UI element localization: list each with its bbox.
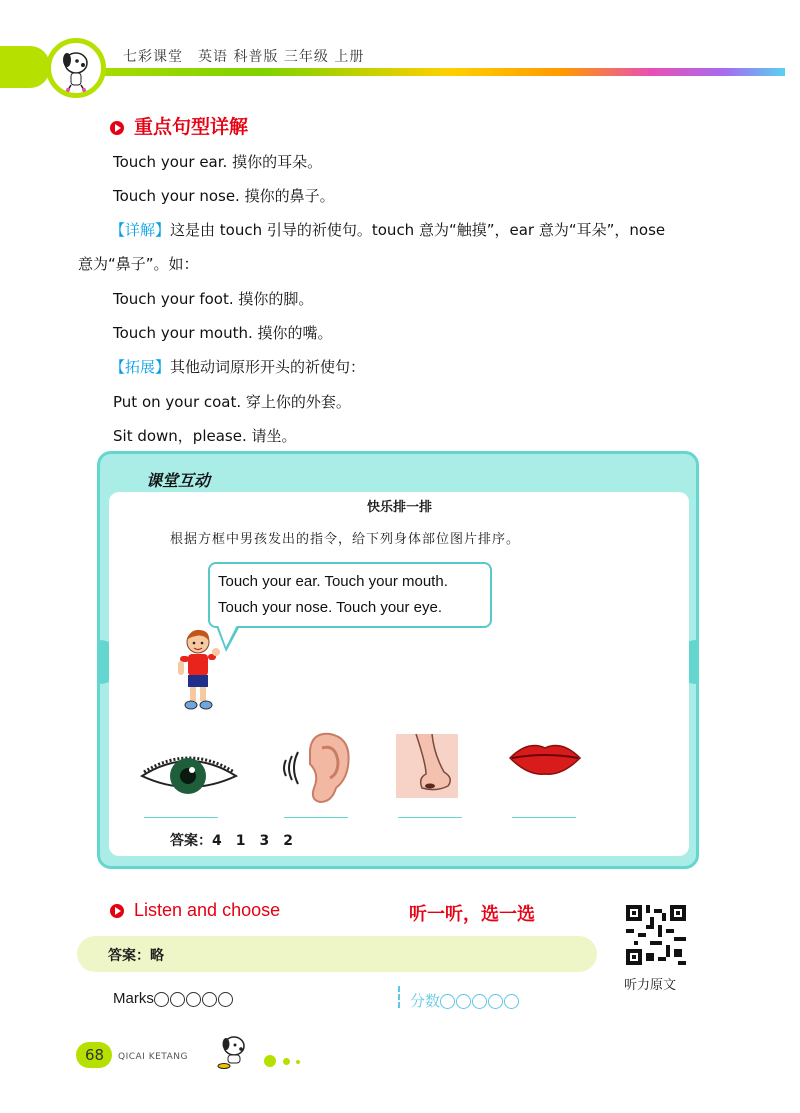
extend-paragraph <box>110 356 365 377</box>
answer-blank <box>398 817 462 818</box>
sentence-line: Touch your nose. 摸你的鼻子。 <box>113 187 335 205</box>
dot-decoration <box>296 1060 300 1064</box>
extend-example: Sit down，please. 请坐。 <box>113 427 297 445</box>
score-circle <box>472 994 487 1009</box>
heading-text: 重点句型详解 <box>134 116 249 138</box>
sentence-line: Touch your ear. 摸你的耳朵。 <box>113 153 323 171</box>
detail-text: 这是由 touch 引导的祈使句。touch 意为“触摸”，ear 意为“耳朵”，nose <box>170 221 666 239</box>
dog-mascot-logo <box>46 38 106 98</box>
heading-chinese: 听一听，选一选 <box>409 904 535 925</box>
marks-row <box>113 990 234 1007</box>
example-line: Touch your foot. 摸你的脚。 <box>113 290 314 308</box>
marks-label: Marks <box>113 990 154 1007</box>
score-circle <box>440 994 455 1009</box>
dot-decoration <box>264 1055 276 1067</box>
listen-answer: 答案：略 <box>108 948 164 964</box>
mark-circle <box>154 992 169 1007</box>
section-heading-key-sentences <box>110 112 248 139</box>
activity-answer: 答案：4 1 3 2 <box>170 833 293 849</box>
bubble-line: Touch your nose. Touch your eye. <box>218 599 443 616</box>
mouth-image <box>508 738 582 778</box>
ear-image <box>280 730 356 806</box>
divider <box>398 986 402 1008</box>
detail-paragraph <box>110 219 665 240</box>
heading-text: Listen and choose <box>134 900 281 920</box>
mark-circle <box>218 992 233 1007</box>
answer-blank <box>144 817 218 818</box>
activity-title: 课堂互动 <box>146 471 211 490</box>
eye-image <box>140 752 238 798</box>
score-circle <box>456 994 471 1009</box>
boy-illustration <box>176 628 222 712</box>
play-bullet-icon <box>110 121 124 135</box>
answer-blank <box>284 817 348 818</box>
mark-circle <box>202 992 217 1007</box>
speech-bubble <box>208 562 492 628</box>
activity-instruction: 根据方框中男孩发出的指令，给下列身体部位图片排序。 <box>170 532 521 547</box>
dot-decoration <box>283 1058 290 1065</box>
detail-text-cont: 意为“鼻子”。如： <box>78 255 199 273</box>
mark-circle <box>186 992 201 1007</box>
book-title: 七彩课堂 英语 科普版 三年级 上册 <box>123 49 365 65</box>
section-heading-listen <box>110 900 280 921</box>
qr-code[interactable] <box>626 905 686 965</box>
extend-tag: 【拓展】 <box>110 358 171 376</box>
play-bullet-icon <box>110 904 124 918</box>
extend-text: 其他动词原形开头的祈使句： <box>170 358 366 376</box>
page-number: 68 <box>85 1046 105 1064</box>
example-line: Touch your mouth. 摸你的嘴。 <box>113 324 333 342</box>
brand-text: QICAI KETANG <box>118 1052 188 1062</box>
bubble-line: Touch your ear. Touch your mouth. <box>218 573 448 590</box>
extend-example: Put on your coat. 穿上你的外套。 <box>113 393 351 411</box>
dog-mascot-icon <box>212 1030 252 1070</box>
mark-circle <box>170 992 185 1007</box>
activity-subtitle: 快乐排一排 <box>367 500 433 515</box>
score-label: 分数 <box>410 992 441 1010</box>
header-color-bar <box>40 68 785 76</box>
detail-tag: 【详解】 <box>110 221 171 239</box>
score-row <box>410 990 520 1011</box>
qr-caption: 听力原文 <box>624 978 677 993</box>
header-tab <box>0 46 50 88</box>
score-circle <box>488 994 503 1009</box>
answer-blank <box>512 817 576 818</box>
nose-image <box>396 734 458 798</box>
score-circle <box>504 994 519 1009</box>
